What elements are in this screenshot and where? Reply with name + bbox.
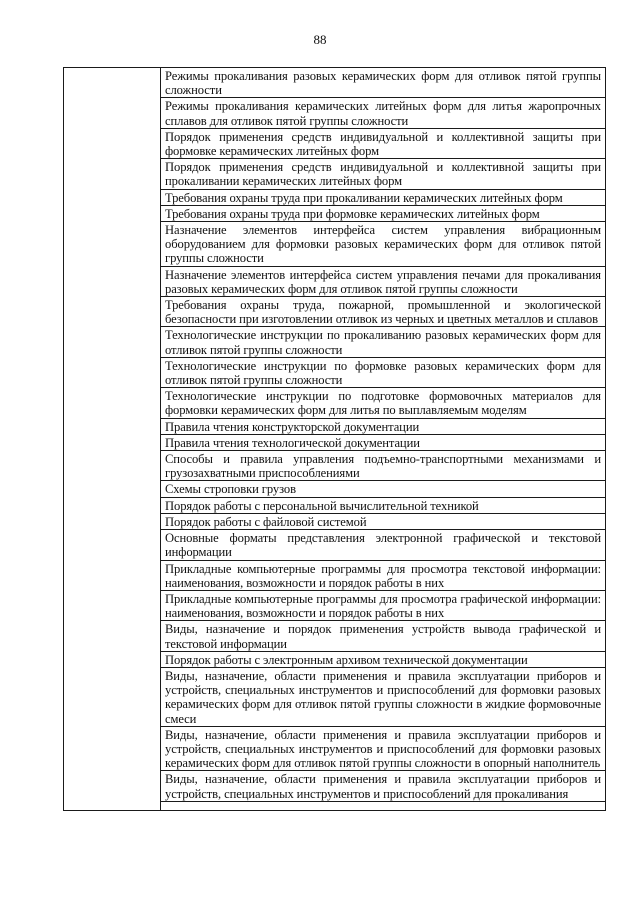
table-cell-text: Порядок работы с файловой системой [161,513,606,529]
table-cell-text: Требования охраны труда, пожарной, промышленной и экологической безопасности при изготовлении отливок из черных и цветных металлов и сплавов [161,297,606,327]
knowledge-table [63,67,606,811]
table-cell-text: Режимы прокаливания разовых керамических форм для отливок пятой группы сложности [161,68,606,98]
table-cell-text: Назначение элементов интерфейса систем управления печами для прокаливания разовых керамических форм для отливок пятой группы сложности [161,266,606,296]
table-cell-text: Порядок применения средств индивидуальной и коллективной защиты при формовке керамических литейных форм [161,128,606,158]
table-cell-text: Требования охраны труда при формовке керамических литейных форм [161,205,606,221]
table-cell-text: Требования охраны труда при прокаливании керамических литейных форм [161,189,606,205]
table-cell-text: Основные форматы представления электронной графической и текстовой информации [161,530,606,560]
table-cell-text: Технологические инструкции по подготовке формовочных материалов для формовки керамических форм для литья по выплавляемым моделям [161,388,606,418]
table-cell-text: Технологические инструкции по формовке разовых керамических форм для отливок пятой группы сложности [161,357,606,387]
table-cell-text: Правила чтения конструкторской документации [161,418,606,434]
table-cell-text: Виды, назначение, области применения и правила эксплуатации приборов и устройств, специальных инструментов и приспособлений для прокаливания [161,771,606,801]
table-cell-text: Прикладные компьютерные программы для просмотра графической информации: наименования, возможности и порядок работы в них [161,590,606,620]
table-cell-text: Виды, назначение, области применения и правила эксплуатации приборов и устройств, специальных инструментов и приспособлений для формовки разовых керамических форм для отливок пятой группы сложности в жидкие формовочные смеси [161,667,606,726]
table-cell-text: Порядок применения средств индивидуальной и коллективной защиты при прокаливании керамических литейных форм [161,159,606,189]
table-cell-text: Порядок работы с персональной вычислительной техникой [161,497,606,513]
page-number: 88 [313,32,327,47]
table-cell-text: Правила чтения технологической документации [161,434,606,450]
table-cell-text: Виды, назначение, области применения и правила эксплуатации приборов и устройств, специальных инструментов и приспособлений для формовки разовых керамических форм для отливок пятой группы сложности в опорный наполнитель [161,726,606,771]
table-cell-text: Режимы прокаливания керамических литейных форм для литья жаропрочных сплавов для отливок пятой группы сложности [161,98,606,128]
label-column-cell [64,68,161,811]
table-cell-text: Способы и правила управления подъемно-транспортными механизмами и грузозахватными приспособлениями [161,451,606,481]
table-cell-text: Технологические инструкции по прокаливанию разовых керамических форм для отливок пятой группы сложности [161,327,606,357]
table-cell-text: Виды, назначение и порядок применения устройств вывода графической и текстовой информации [161,621,606,651]
table-cell-text: Прикладные компьютерные программы для просмотра текстовой информации: наименования, возможности и порядок работы в них [161,560,606,590]
table-cell-text: Назначение элементов интерфейса систем управления вибрационным оборудованием для формовки разовых керамических форм для отливок пятой группы сложности [161,222,606,267]
table-cell-text: Схемы строповки грузов [161,481,606,497]
table-cell-text: Порядок работы с электронным архивом технической документации [161,651,606,667]
table-cell-continuation [161,801,606,810]
table-row [64,68,606,98]
